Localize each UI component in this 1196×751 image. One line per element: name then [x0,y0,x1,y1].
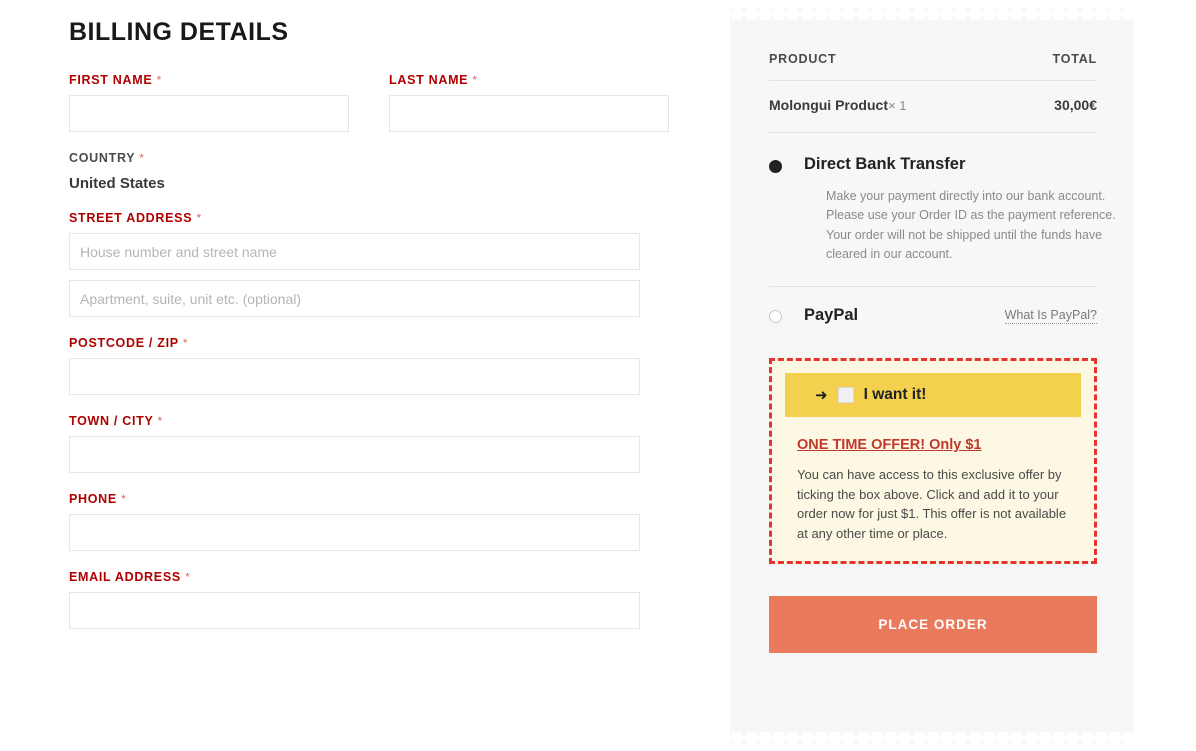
billing-details-section [69,0,669,648]
name-row [69,73,669,151]
column-header-total: TOTAL [1052,52,1097,66]
offer-cta-bar[interactable] [785,373,1081,417]
payment-option-bacs[interactable] [769,155,1097,175]
what-is-paypal-link[interactable]: What Is PayPal? [1004,308,1097,323]
first-name-label-text: FIRST NAME [69,73,153,87]
phone-required-mark: * [121,492,127,506]
offer-cta-label: I want it! [863,386,927,404]
country-field-group [69,151,669,192]
order-line-item [769,81,1097,133]
phone-label-text: PHONE [69,492,117,506]
offer-checkbox[interactable] [838,387,854,403]
product-name: Molongui Product [769,97,888,113]
country-label-text: COUNTRY [69,151,136,165]
one-time-offer-box [769,358,1097,564]
payment-option-paypal[interactable] [769,287,1097,326]
postcode-label-text: POSTCODE / ZIP [69,336,179,350]
country-label [69,151,669,165]
page-title: BILLING DETAILS [69,18,289,46]
payment-option-paypal-left [769,306,858,326]
email-required-mark: * [185,570,191,584]
payment-option-paypal-label: PayPal [804,306,859,325]
country-required-mark: * [139,151,145,165]
street-address-label-text: STREET ADDRESS [69,211,193,225]
email-field-group [69,570,640,629]
offer-description: You can have access to this exclusive offer by ticking the box above. Click and add it to your order now for just $1. This offer is not available at any other time or place. [797,467,1067,541]
product-quantity: × 1 [887,98,907,113]
street-address-2-input[interactable] [69,280,640,317]
last-name-label [389,73,669,87]
last-name-field-group [389,73,669,132]
first-name-input[interactable] [69,95,349,132]
column-header-product: PRODUCT [769,52,837,66]
last-name-label-text: LAST NAME [389,73,469,87]
city-field-group [69,414,640,473]
payment-option-bacs-label: Direct Bank Transfer [804,155,966,173]
phone-input[interactable] [69,514,640,551]
panel-top-scallop-decoration [730,8,1134,20]
payment-option-bacs-description: Make your payment directly into our bank account. Please use your Order ID as the payment reference. Your order will not be shipped until the funds have cleared in our account. [826,188,1116,261]
phone-field-group [69,492,640,551]
country-value: United States [69,175,165,192]
email-label [69,570,640,584]
city-input[interactable] [69,436,640,473]
street-address-required-mark: * [196,211,202,225]
postcode-label [69,336,640,350]
order-table-header [769,52,1097,81]
postcode-field-group [69,336,640,395]
last-name-input[interactable] [389,95,669,132]
street-address-field-group [69,211,640,317]
postcode-required-mark: * [182,336,189,350]
order-summary-content [769,52,1116,653]
product-total: 30,00€ [1054,97,1097,113]
radio-unselected-icon[interactable] [769,310,782,323]
street-address-label [69,211,640,225]
postcode-input[interactable] [69,358,640,395]
place-order-button[interactable]: PLACE ORDER [769,596,1097,653]
payment-methods [769,133,1116,326]
city-label-text: TOWN / CITY [69,414,154,428]
last-name-required-mark: * [472,73,478,87]
email-label-text: EMAIL ADDRESS [69,570,181,584]
city-required-mark: * [157,414,163,428]
arrow-right-icon: ➜ [815,386,828,404]
order-summary-panel [730,8,1134,744]
phone-label [69,492,640,506]
order-line-item-name-group [769,97,906,115]
panel-bottom-scallop-decoration [730,732,1134,744]
radio-selected-icon[interactable] [769,160,782,173]
first-name-label [69,73,349,87]
offer-title[interactable]: ONE TIME OFFER! Only $1 [797,437,982,454]
email-input[interactable] [69,592,640,629]
street-address-input[interactable] [69,233,640,270]
first-name-required-mark: * [156,73,162,87]
first-name-field-group [69,73,349,132]
city-label [69,414,640,428]
